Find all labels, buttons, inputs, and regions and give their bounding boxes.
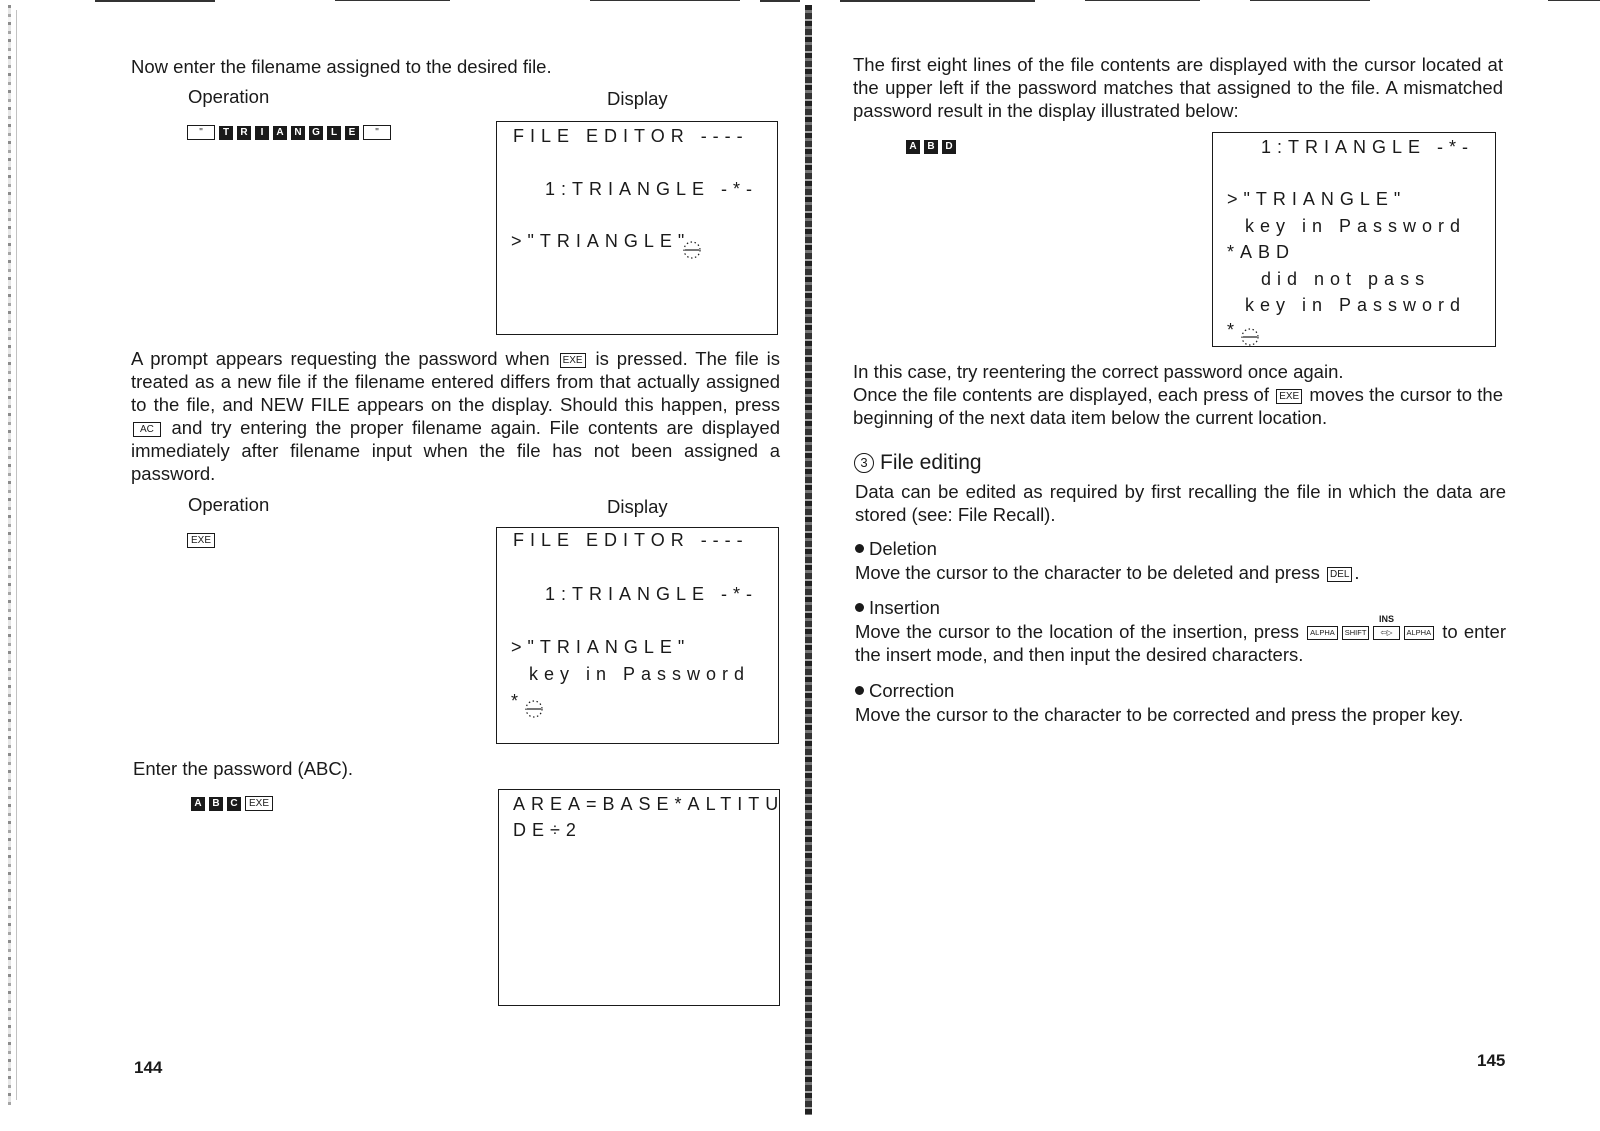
- key-a: A: [906, 140, 920, 154]
- insertion-title: Insertion: [869, 597, 940, 618]
- lcd-line: 1:TRIANGLE -*-: [1261, 137, 1475, 157]
- lcd-line: AREA=BASE*ALTITU: [513, 794, 785, 814]
- lcd-display-1: [496, 121, 778, 335]
- key-a: A: [273, 126, 287, 140]
- key-e: E: [345, 126, 359, 140]
- page-145: [808, 0, 1600, 1131]
- lcd-line: 1:TRIANGLE -*-: [545, 179, 759, 199]
- lcd-line: >"TRIANGLE": [511, 231, 691, 251]
- exe-key: EXE: [187, 533, 215, 548]
- operation-label-2: Operation: [188, 494, 270, 515]
- enter-password-text: Enter the password (ABC).: [133, 758, 354, 779]
- para-text: moves the cursor to the beginning of the next data item below the current location.: [853, 384, 1503, 428]
- key-quote-open: ": [187, 125, 215, 140]
- lcd-display-3: [498, 789, 785, 1006]
- intro-text: Now enter the filename assigned to the desired file.: [131, 56, 552, 77]
- password-prompt-paragraph: [131, 347, 780, 485]
- para-text: to enter the insert mode, and then input the desired characters.: [855, 621, 1507, 665]
- key-a: A: [191, 797, 205, 811]
- para-text: .: [1354, 562, 1360, 583]
- alpha-key: ALPHA: [1404, 626, 1435, 640]
- lcd-line: FILE EDITOR ----: [513, 126, 749, 146]
- password-keys: [191, 796, 273, 811]
- correction-heading: [855, 680, 954, 702]
- lcd-line: key in Password: [1245, 216, 1467, 236]
- bullet-icon: [855, 603, 864, 612]
- key-b: B: [209, 797, 223, 811]
- page-number: 144: [134, 1058, 163, 1077]
- exe-key-operation: [187, 533, 215, 548]
- page-number: 145: [1477, 1051, 1506, 1070]
- correction-text: Move the cursor to the character to be corrected and press the proper key.: [855, 704, 1464, 725]
- key-quote-close: ": [363, 125, 391, 140]
- lcd-line: *: [511, 691, 525, 711]
- cursor-right-key: ⇦▷: [1373, 626, 1399, 640]
- intro-text: The first eight lines of the file contents are displayed with the cursor located at the upper left if the password matches that assigned to the file. A mismatched password result in the display illustrated below:: [853, 54, 1503, 121]
- bullet-icon: [855, 686, 864, 695]
- shift-key: SHIFT: [1342, 626, 1370, 640]
- para-text: Move the cursor to the character to be deleted and press: [855, 562, 1325, 583]
- operation-label-1: Operation: [188, 86, 270, 107]
- blinking-cursor-icon: [1237, 326, 1263, 348]
- key-d: D: [942, 140, 956, 154]
- exe-navigation-paragraph: [853, 383, 1503, 429]
- lcd-line: *ABD: [1227, 242, 1296, 262]
- insertion-text: [855, 614, 1507, 666]
- key-r: R: [237, 126, 251, 140]
- del-key: DEL: [1327, 567, 1352, 582]
- lcd-line: >"TRIANGLE": [511, 637, 691, 657]
- alpha-key: ALPHA: [1307, 626, 1338, 640]
- deletion-text: [855, 561, 1360, 584]
- bullet-icon: [855, 544, 864, 553]
- exe-key: EXE: [245, 796, 273, 811]
- retry-text: In this case, try reentering the correct password once again.: [853, 361, 1344, 382]
- lcd-display-2: [496, 527, 779, 744]
- para-text: A prompt appears requesting the password when: [131, 348, 558, 369]
- para-text: Once the file contents are displayed, each press of: [853, 384, 1275, 405]
- lcd-line: >"TRIANGLE": [1227, 189, 1407, 209]
- deletion-heading: [855, 538, 937, 560]
- key-l: L: [327, 126, 341, 140]
- filename-keys: [187, 125, 391, 140]
- correction-title: Correction: [869, 680, 955, 701]
- section-heading: [854, 451, 982, 475]
- section-number-circle: 3: [854, 453, 874, 473]
- lcd-line: key in Password: [1245, 295, 1467, 315]
- deletion-title: Deletion: [869, 538, 937, 559]
- key-n: N: [291, 126, 305, 140]
- key-i: I: [255, 126, 269, 140]
- lcd-line: *: [1227, 320, 1241, 340]
- lcd-line: 1:TRIANGLE -*-: [545, 584, 759, 604]
- ins-key-group: [1373, 614, 1399, 643]
- lcd-line: FILE EDITOR ----: [513, 530, 749, 550]
- key-b: B: [924, 140, 938, 154]
- lcd-line: DE÷2: [513, 820, 582, 840]
- section-intro: Data can be edited as required by first recalling the file in which the data are stored (see: File Recall).: [855, 481, 1506, 525]
- lcd-display-mismatch: [1212, 132, 1496, 347]
- key-c: C: [227, 797, 241, 811]
- blinking-cursor-icon: [679, 239, 705, 261]
- para-text: Move the cursor to the location of the insertion, press: [855, 621, 1306, 642]
- lcd-line: key in Password: [529, 664, 751, 684]
- ac-key: AC: [133, 422, 161, 437]
- blinking-cursor-icon: [521, 698, 547, 720]
- key-t: T: [219, 126, 233, 140]
- lcd-line: did not pass: [1261, 269, 1431, 289]
- ins-label: INS: [1378, 614, 1394, 624]
- display-label-1: Display: [607, 88, 668, 109]
- section-title: File editing: [880, 451, 982, 474]
- mismatch-password-keys: [906, 140, 956, 154]
- para-text: and try entering the proper filename again. File contents are displayed immediately after filename input when the file has not been assigned a password.: [131, 417, 780, 484]
- key-g: G: [309, 126, 323, 140]
- display-label-2: Display: [607, 496, 668, 517]
- exe-key: EXE: [560, 353, 586, 368]
- para-text: is pressed. The file is treated as a new file if the filename entered differs from that actually assigned to the file, and NEW FILE appears on the display. Should this happen, press: [131, 348, 780, 415]
- insertion-heading: [855, 597, 940, 619]
- exe-key: EXE: [1276, 389, 1302, 404]
